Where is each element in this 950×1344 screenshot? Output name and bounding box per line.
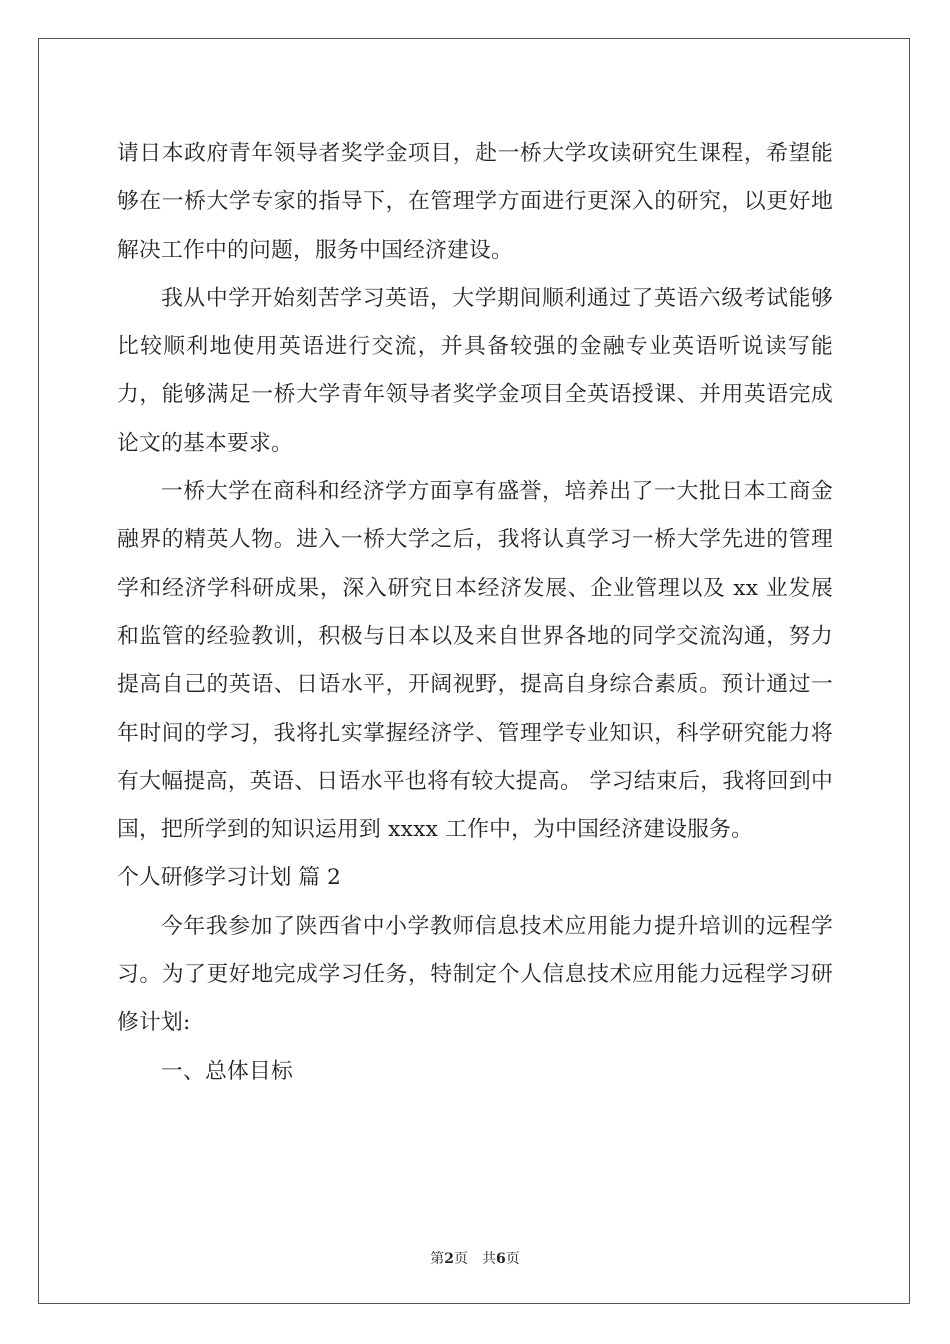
footer-total-pages: 6 xyxy=(496,1251,506,1267)
footer-mid: 页 共 xyxy=(454,1251,496,1267)
paragraph-1: 请日本政府青年领导者奖学金项目，赴一桥大学攻读研究生课程，希望能够在一桥大学专家的指导下，在管理学方面进行更深入的研究，以更好地解决工作中的问题，服务中国经济建设。 xyxy=(117,141,833,263)
section-heading: 个人研修学习计划 篇 2 xyxy=(117,865,341,891)
footer-suffix: 页 xyxy=(505,1251,520,1267)
footer-prefix: 第 xyxy=(430,1251,445,1267)
page-footer xyxy=(0,1248,950,1268)
document-body xyxy=(117,130,833,1096)
paragraph-4: 今年我参加了陕西省中小学教师信息技术应用能力提升培训的远程学习。为了更好地完成学习任务，特制定个人信息技术应用能力远程学习研修计划: xyxy=(117,913,833,1036)
paragraph-2: 我从中学开始刻苦学习英语，大学期间顺利通过了英语六级考试能够比较顺利地使用英语进行交流，并具备较强的金融专业英语听说读写能力，能够满足一桥大学青年领导者奖学金项目全英语授课、并用英语完成论文的基本要求。 xyxy=(117,285,833,456)
footer-page-number: 2 xyxy=(444,1251,454,1267)
paragraph-3: 一桥大学在商科和经济学方面享有盛誉，培养出了一大批日本工商金融界的精英人物。进入一桥大学之后，我将认真学习一桥大学先进的管理学和经济学科研成果，深入研究日本经济发展、企业管理以及 xx 业发展和监管的经验教训，积极与日本以及来自世界各地的同学交流沟通，努力提高自己的英语、日语水平，开阔视野，提高自身综合素质。预计通过一年时间的学习，我将扎实掌握经济学、管理学专业知识，科学研究能力将有大幅提高，英语、日语水平也将有较大提高。 学习结束后，我将回到中国，把所学到的知识运用到 xxxx 工作中，为中国经济建设服务。 xyxy=(117,479,833,843)
paragraph-5: 一、总体目标 xyxy=(161,1058,293,1084)
